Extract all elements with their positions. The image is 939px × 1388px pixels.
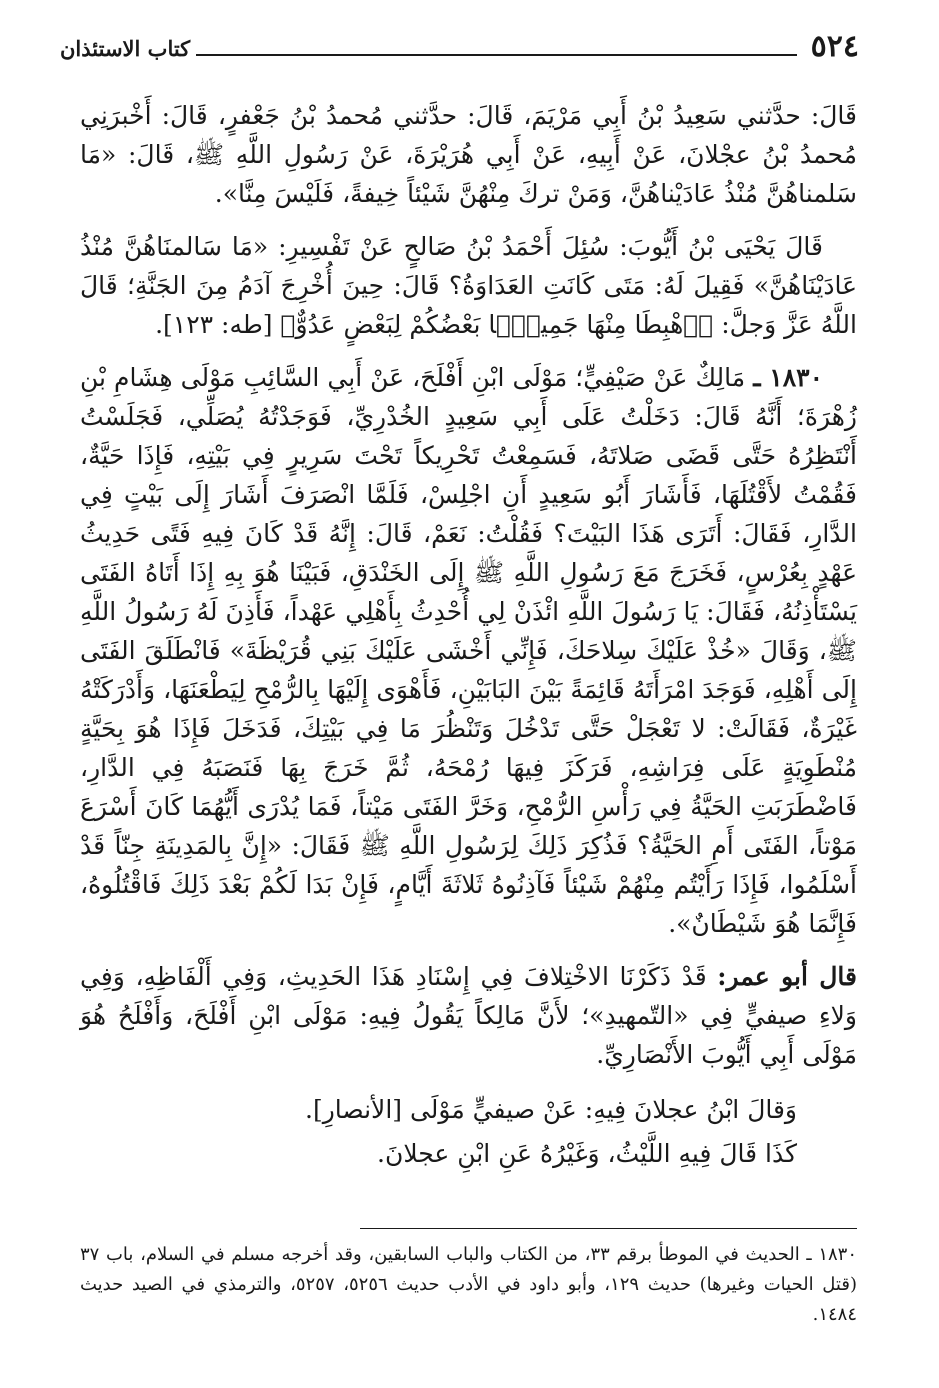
commentary-text: قَدْ ذَكَرْنَا الاخْتِلافَ فِي إِسْنَادِ هَذَا الحَدِيثِ، وَفِي أَلْفَاظِهِ، وَفِي وَلاءِ صيفيٍّ فِي «التّمهيدِ»؛ لأَنَّ مَالِكاً يَقُولُ فِيهِ: مَوْلَى ابْنِ أَفْلَحَ، وَأَفْلَحُ هُوَ مَوْلَى أَبِي أَيُّوبَ الأَنْصَارِيِّ.: [80, 962, 857, 1069]
paragraph-1: قَالَ: حدَّثني سَعِيدُ بْنُ أَبِي مَرْيَمَ، قَالَ: حدَّثني مُحمدُ بْنُ جَعْفرٍ، قَالَ: أَخْبرَنِي مُحمدُ بْنُ عجْلانَ، عَنْ أَبِيهِ، عَنْ أَبِي هُرَيْرَةَ، عَنْ رَسُولِ اللَّهِ ﷺ، قَالَ: «مَا سَلمناهُنَّ مُنْذُ عَادَيْناهُنَّ، وَمَنْ تركَ مِنْهُنَّ شَيْئاً خِيفةً، فَلَيْسَ مِنَّا».: [80, 101, 857, 208]
page-number: ٥٢٤: [810, 29, 859, 64]
main-text: [80, 96, 857, 1176]
paragraph-4: [80, 957, 857, 1074]
page-header: [60, 28, 859, 62]
paragraph-2: قَالَ يَحْيَى بْنُ أَيُّوبَ: سُئِلَ أَحْمَدُ بْنُ صَالحٍ عَنْ تَفْسِيرِ: «مَا سَالمنَاهُنَّ مُنْذُ عَادَيْنَاهُنَّ» فَقِيلَ لَهُ: مَتَى كَانَتِ العَدَاوَةُ؟ قَالَ: حِينَ أُخْرِجَ آدَمُ مِنَ الجَنَّةِ؛ قَالَ اللَّهُ عَزَّ وَجلَّ: ﴿ٱهْبِطَا مِنْهَا جَمِيعًۢا بَعْضُكُمْ لِبَعْضٍ عَدُوٌّ﴾ [طه: ١٢٣].: [80, 232, 857, 339]
hadith-text: مَالِكٌ عَنْ صَيْفِيٍّ؛ مَوْلَى ابْنِ أَفْلَحَ، عَنْ أَبِي السَّائِبِ مَوْلَى هِشَامِ بْنِ زُهْرَةَ؛ أَنَّهُ قَالَ: دَخَلْتُ عَلَى أَبِي سَعِيدٍ الخُدْرِيِّ، فَوَجَدْتُهُ يُصَلِّي، فَجَلَسْتُ أَنْتَظِرُهُ حَتَّى قَضَى صَلاتَهُ، فَسَمِعْتُ تَحْرِيكاً تَحْتَ سَرِيرٍ فِي بَيْتِهِ، فَإِذَا حَيَّةٌ، فَقُمْتُ لأَقْتُلَهَا، فَأَشَارَ أَبُو سَعِيدٍ أَنِ اجْلِسْ، فَلَمَّا انْصَرَفَ أَشَارَ إِلَى بَيْتٍ فِي الدَّارِ، فَقَالَ: أَتَرَى هَذَا البَيْتَ؟ فَقُلْتُ: نَعَمْ، قَالَ: إِنَّهُ قَدْ كَانَ فِيهِ فَتًى حَدِيثُ عَهْدٍ بِعُرْسٍ، فَخَرَجَ مَعَ رَسُولِ اللَّهِ ﷺ إِلَى الخَنْدَقِ، فَبَيْنَا هُوَ بِهِ إِذَا أَتَاهُ الفَتَى يَسْتَأْذِنُهُ، فَقَالَ: يَا رَسُولَ اللَّهِ ائْذَنْ لِي أُحْدِثُ بِأَهْلِي عَهْداً، فَأَذِنَ لَهُ رَسُولُ اللَّهِ ﷺ، وَقَالَ «خُذْ عَلَيْكَ سِلاحَكَ، فَإِنِّي أَخْشَى عَلَيْكَ بَنِي قُرَيْظَةَ» فَانْطَلَقَ الفَتَى إِلَى أَهْلِهِ، فَوَجَدَ امْرَأَتَهُ قَائِمَةً بَيْنَ البَابَيْنِ، فَأَهْوَى إِلَيْهَا بِالرُّمْحِ لِيَطْعَنَهَا، وَأَدْرَكَتْهُ غَيْرَةٌ، فَقَالَتْ: لا تَعْجَلْ حَتَّى تَدْخُلَ وَتَنْظُرَ مَا فِي بَيْتِكَ، فَدَخَلَ فَإِذَا هُوَ بِحَيَّةٍ مُنْطَوِيَةٍ عَلَى فِرَاشِهِ، فَرَكَزَ فِيهَا رُمْحَهُ، ثُمَّ خَرَجَ بِهَا فَنَصَبَهُ فِي الدَّارِ، فَاضْطَرَبَتِ الحَيَّةُ فِي رَأْسِ الرُّمْحِ، وَخَرَّ الفَتَى مَيْتاً، فَمَا يُدْرَى أَيُّهُمَا كَانَ أَسْرَعَ مَوْتاً، الفَتَى أَمِ الحَيَّةُ؟ فَذُكِرَ ذَلِكَ لِرَسُولِ اللَّهِ ﷺ فَقَالَ: «إِنَّ بِالمَدِينَةِ جِنّاً قَدْ أَسْلَمُوا، فَإِذَا رَأَيْتُم مِنْهُمْ شَيْئاً فَآذِنُوهُ ثَلاثَةَ أَيَّامٍ، فَإِنْ بَدَا لَكُمْ بَعْدَ ذَلِكَ فَاقْتُلُوهُ، فَإِنَّمَا هُوَ شَيْطَانٌ».: [80, 363, 857, 938]
footnote: ١٨٣٠ ـ الحديث في الموطأ برقم ٣٣، من الكتاب والباب السابقين، وقد أخرجه مسلم في السلام، باب ٣٧ (قتل الحيات وغيرها) حديث ١٢٩، وأبو داود في الأدب حديث ٥٢٥٦، ٥٢٥٧، والترمذي في الصيد حديث ١٤٨٤.: [80, 1244, 857, 1325]
commentator-label: قال أبو عمر:: [717, 962, 857, 991]
paragraph-hadith-1830: [80, 358, 857, 943]
footnote-rule: [360, 1228, 857, 1229]
line-6: كَذَا قَالَ فِيهِ اللَّيْثُ، وَغَيْرُهُ عَنِ ابْنِ عجلانَ.: [377, 1139, 797, 1168]
hadith-number: ١٨٣٠ ـ: [753, 363, 824, 392]
header-rule: [196, 54, 796, 56]
line-5: وَقالَ ابْنُ عجلانَ فِيهِ: عَنْ صيفيٍّ مَوْلَى [الأنصارِ].: [305, 1095, 797, 1124]
chapter-title: كتاب الاستئذان: [60, 36, 191, 61]
